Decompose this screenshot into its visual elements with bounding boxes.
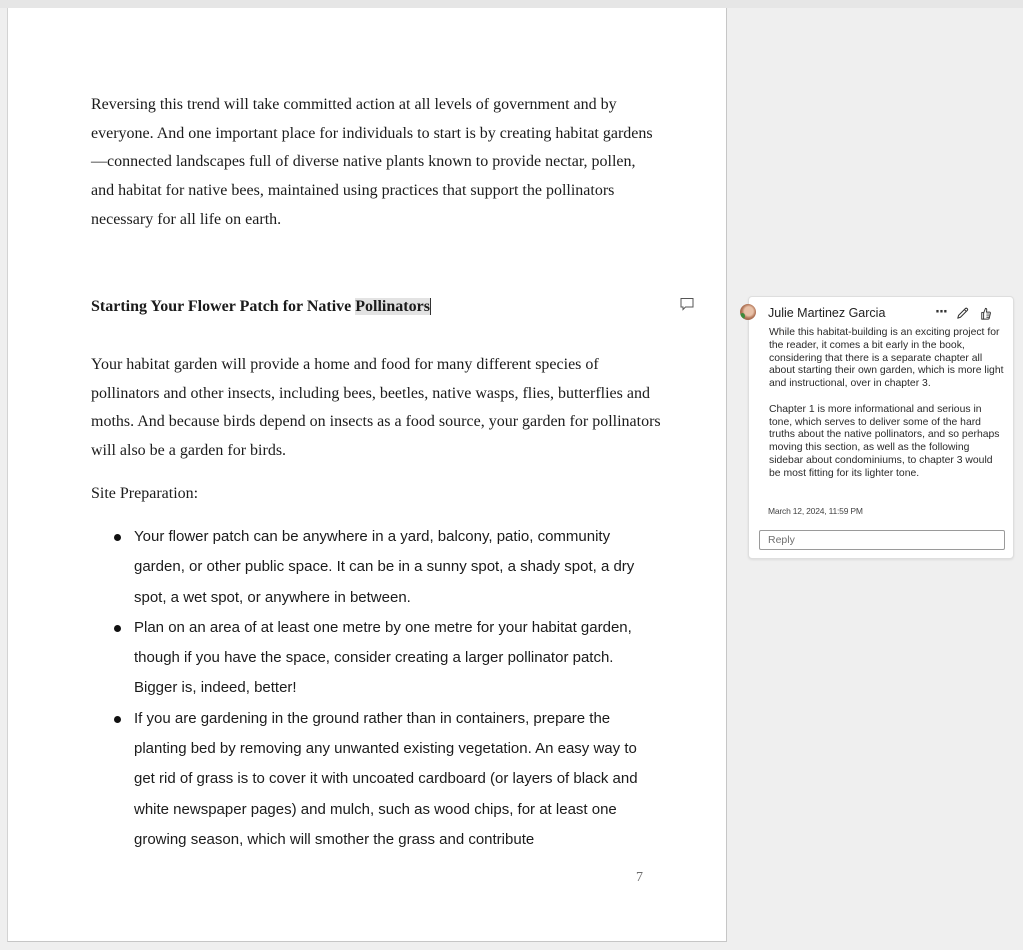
comment-paragraph: While this habitat-building is an exciting project for the reader, it comes a bit early in the book, considering that there is a separate chapter all about starting their own garden, which is more light and instructional, over in chapter 3. <box>769 327 1004 390</box>
comment-body <box>769 327 1005 481</box>
comment-marker-icon[interactable] <box>679 296 695 312</box>
top-toolbar-edge <box>0 0 1023 8</box>
bullet-list <box>91 522 656 855</box>
comment-timestamp: March 12, 2024, 11:59 PM <box>768 506 863 516</box>
site-preparation-label: Site Preparation: <box>91 485 199 502</box>
paragraph-reversing-trend[interactable]: Reversing this trend will take committed action at all levels of government and by everyone. And one important place for individuals to start is by creating habitat gardens—connected landscapes full of diverse native plants known to provide nectar, pollen, and habitat for native bees, maintained using practices that support the pollinators necessary for all life on earth. <box>91 96 653 228</box>
comment-paragraph: Chapter 1 is more informational and serious in tone, which serves to deliver some of the hard truths about the native pollinators, and so perhaps moving this section, as well as the following sidebar about condominiums, to chapter 3 would be most fitting for its lighter tone. <box>769 403 1000 479</box>
bullet-icon <box>114 716 121 723</box>
page-number: 7 <box>636 870 643 885</box>
commented-text-highlight[interactable]: Pollinators <box>355 298 430 315</box>
heading-text: Starting Your Flower Patch for Native <box>91 298 356 315</box>
comment-author: Julie Martinez Garcia <box>768 306 886 320</box>
reply-input[interactable] <box>759 530 1005 550</box>
list-item[interactable] <box>91 613 656 704</box>
comment-actions <box>935 305 993 321</box>
list-item[interactable] <box>91 704 656 855</box>
paragraph-habitat-garden[interactable]: Your habitat garden will provide a home and food for many different species of pollinators and other insects, including bees, beetles, native wasps, flies, butterflies and moths. And because birds depend on insects as a food source, your garden for pollinators will also be a garden for birds. <box>91 356 661 460</box>
list-item-text: Plan on an area of at least one metre by one metre for your habitat garden, though if you have the space, consider creating a larger pollinator patch. Bigger is, indeed, better! <box>134 618 632 697</box>
list-item[interactable] <box>91 522 656 613</box>
author-avatar[interactable] <box>740 304 756 320</box>
comment-card[interactable] <box>748 296 1014 559</box>
list-item-text: If you are gardening in the ground rather than in containers, prepare the planting bed by removing any unwanted existing vegetation. An easy way to get rid of grass is to cover it with uncoated cardboard (or layers of black and white newspaper pages) and mulch, such as wood chips, for at least one growing season, which will smother the grass and contribute <box>134 709 638 848</box>
edit-pencil-icon[interactable] <box>955 306 970 321</box>
section-heading[interactable] <box>91 295 431 319</box>
bullet-icon <box>114 625 121 632</box>
list-item-text: Your flower patch can be anywhere in a yard, balcony, patio, community garden, or other public space. It can be in a sunny spot, a shady spot, a dry spot, a wet spot, or anywhere in between. <box>134 528 635 606</box>
document-page[interactable] <box>7 8 727 942</box>
like-thumbs-up-icon[interactable] <box>978 306 993 321</box>
more-options-icon[interactable]: ··· <box>935 305 947 320</box>
bullet-icon <box>114 534 121 541</box>
